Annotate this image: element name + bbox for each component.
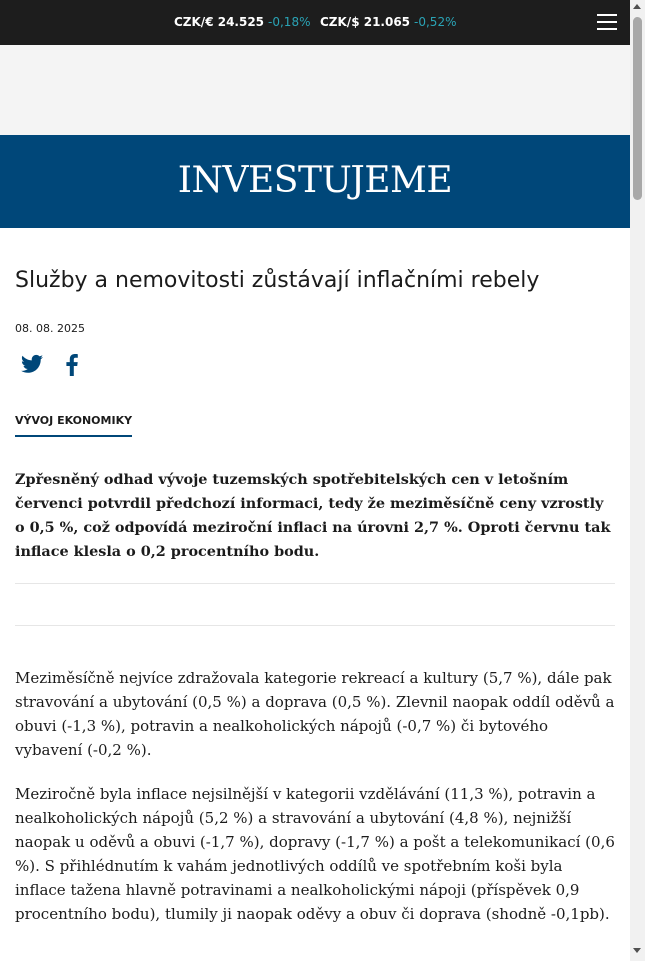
scrollbar-thumb[interactable] — [633, 17, 642, 200]
article-paragraph: Meziročně byla inflace nejsilnější v kategorii vzdělávání (11,3 %), potravin a nealkoholických nápojů (5,2 %) a stravování a ubytování (4,8 %), nejnižší naopak u oděvů a obuvi (-1,7 %), dopravy (-1,7 %) a pošt a telekomunikací (0,6 %). S přihlédnutím k vahám jednotlivých oddílů ve spotřebním koši byla inflace tažena hlavně potravinami a nealkoholickými nápoji (příspěvek 0,9 procentního bodu), tlumily ji naopak oděvy a obuv či doprava (shodně -0,1pb). — [15, 785, 615, 923]
ad-placeholder — [0, 45, 630, 135]
facebook-icon[interactable] — [66, 354, 78, 376]
ticker-rate-label: CZK/€ 24.525 — [174, 15, 265, 29]
scrollbar[interactable] — [630, 0, 645, 961]
ticker-rate-change: -0,18% — [268, 15, 311, 29]
twitter-icon[interactable] — [21, 354, 43, 374]
ticker-item-eur[interactable] — [174, 15, 310, 29]
article-title: Služby a nemovitosti zůstávají inflačními rebely — [15, 268, 540, 293]
article-perex: Zpřesněný odhad vývoje tuzemských spotřebitelských cen v letošním červenci potvrdil předchozí informaci, tedy že meziměsíčně ceny vzrostly o 0,5 %, což odpovídá meziroční inflaci na úrovni 2,7 %. Oproti červnu tak inflace klesla o 0,2 procentního bodu. — [15, 471, 611, 560]
article-date: 08. 08. 2025 — [15, 322, 85, 335]
hamburger-menu-icon[interactable] — [597, 14, 617, 31]
scroll-down-icon[interactable] — [633, 948, 641, 953]
ticker-item-usd[interactable] — [320, 15, 456, 29]
category-link[interactable]: VÝVOJ EKONOMIKY — [15, 414, 132, 437]
divider — [15, 583, 615, 584]
currency-ticker-bar — [0, 0, 630, 45]
divider — [15, 625, 615, 626]
ticker-rate-change: -0,52% — [414, 15, 457, 29]
article-paragraph: Meziměsíčně nejvíce zdražovala kategorie rekreací a kultury (5,7 %), dále pak stravování a ubytování (0,5 %) a doprava (0,5 %). Zlevnil naopak oddíl oděvů a obuvi (-1,3 %), potravin a nealkoholických nápojů (-0,7 %) či bytového vybavení (-0,2 %). — [15, 669, 615, 759]
site-logo[interactable]: INVESTUJEME — [177, 160, 453, 201]
share-buttons — [21, 354, 78, 376]
ticker-rate-label: CZK/$ 21.065 — [320, 15, 411, 29]
scroll-up-icon[interactable] — [633, 4, 641, 9]
